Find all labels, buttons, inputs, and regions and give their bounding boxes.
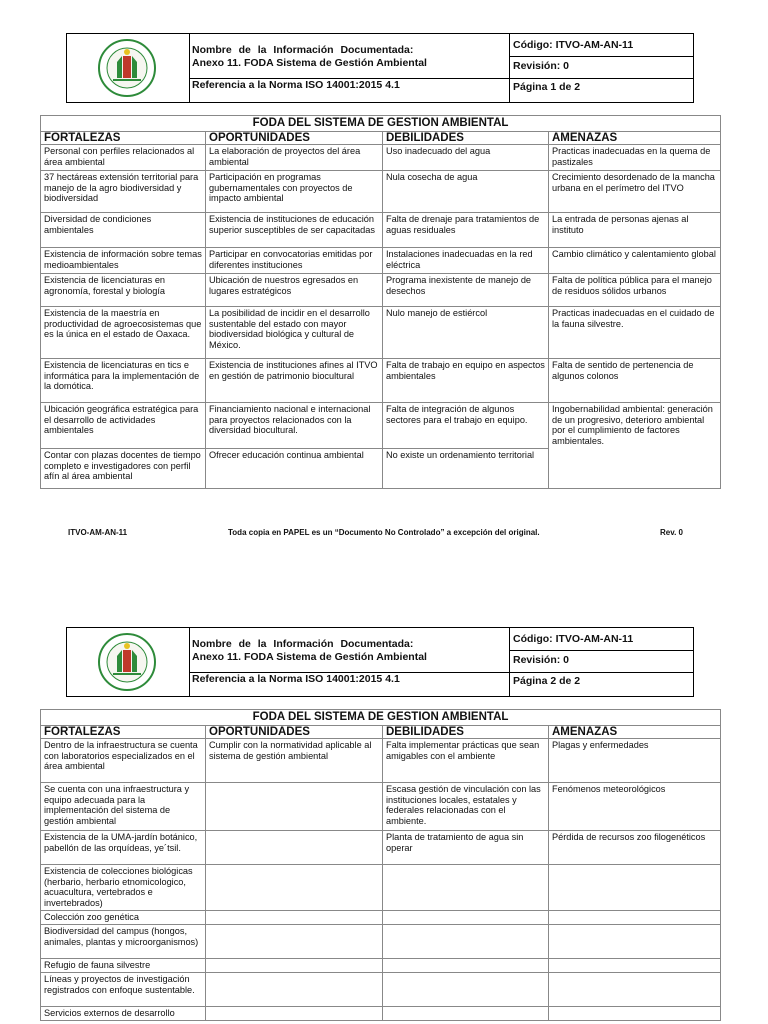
table-cell: Participación en programas gubernamentales con proyectos de impacto ambiental <box>206 171 383 213</box>
doc-revision: Revisión: 0 <box>513 60 570 72</box>
col-oportunidades: OPORTUNIDADES <box>206 725 383 739</box>
table-cell: Existencia de información sobre temas medioambientales <box>41 248 206 274</box>
doc-name-value: Anexo 11. FODA Sistema de Gestión Ambiental <box>192 57 427 69</box>
table-cell: Colección zoo genética <box>41 911 206 925</box>
table-row <box>41 911 721 925</box>
table-cell <box>549 973 721 1007</box>
col-amenazas: AMENAZAS <box>549 725 721 739</box>
col-debilidades: DEBILIDADES <box>383 131 549 145</box>
doc-name-value: Anexo 11. FODA Sistema de Gestión Ambiental <box>192 651 427 663</box>
table-cell: Personal con perfiles relacionados al área ambiental <box>41 145 206 171</box>
table-cell: Practicas inadecuadas en el cuidado de la fauna silvestre. <box>549 307 721 359</box>
footer-code: ITVO-AM-AN-11 <box>68 528 128 537</box>
table-cell: Cumplir con la normatividad aplicable al sistema de gestión ambiental <box>206 739 383 783</box>
table-row <box>41 248 721 274</box>
table-cell <box>206 783 383 831</box>
document-header <box>66 627 694 697</box>
institution-logo <box>67 34 190 102</box>
table-cell: Existencia de instituciones afines al ITVO en gestión de patrimonio biocultural <box>206 359 383 403</box>
table-cell: Existencia de instituciones de educación superior susceptibles de ser capacitadas <box>206 213 383 248</box>
table-cell: Participar en convocatorias emitidas por diferentes instituciones <box>206 248 383 274</box>
table-row <box>41 213 721 248</box>
table-cell: Contar con plazas docentes de tiempo completo e investigadores con perfil afín al área ambiental <box>41 449 206 489</box>
table-cell: Falta de política pública para el manejo de residuos sólidos urbanos <box>549 274 721 307</box>
table-cell: Nula cosecha de agua <box>383 171 549 213</box>
table-row <box>41 973 721 1007</box>
table-cell: Falta de integración de algunos sectores para el trabajo en equipo. <box>383 403 549 449</box>
doc-name-label: Nombre de la Información Documentada: <box>192 44 414 56</box>
table-cell <box>549 959 721 973</box>
table-row <box>41 171 721 213</box>
table-cell <box>206 973 383 1007</box>
col-debilidades: DEBILIDADES <box>383 725 549 739</box>
table-cell <box>549 1007 721 1021</box>
table-cell: Plagas y enfermedades <box>549 739 721 783</box>
table-cell <box>549 925 721 959</box>
table-title: FODA DEL SISTEMA DE GESTION AMBIENTAL <box>41 710 721 726</box>
table-row <box>41 783 721 831</box>
table-cell <box>383 925 549 959</box>
table-row <box>41 925 721 959</box>
table-cell: La elaboración de proyectos del área ambiental <box>206 145 383 171</box>
table-cell: Fenómenos meteorológicos <box>549 783 721 831</box>
table-cell: Financiamiento nacional e internacional para proyectos relacionados con la diversidad biocultural. <box>206 403 383 449</box>
table-cell: Cambio climático y calentamiento global <box>549 248 721 274</box>
table-cell: Practicas inadecuadas en la quema de pastizales <box>549 145 721 171</box>
page-number: Página 2 de 2 <box>513 675 581 687</box>
table-cell: Refugio de fauna silvestre <box>41 959 206 973</box>
table-cell: La posibilidad de incidir en el desarrollo sustentable del estado con mayor biodiversidad biológica y cultural de México. <box>206 307 383 359</box>
foda-table <box>40 709 721 1021</box>
table-row <box>41 274 721 307</box>
table-cell: Existencia de la maestría en productividad de agroecosistemas que es la única en el estado de Oaxaca. <box>41 307 206 359</box>
table-cell <box>549 911 721 925</box>
table-cell: Falta de trabajo en equipo en aspectos ambientales <box>383 359 549 403</box>
logo-seal-icon <box>67 628 189 696</box>
table-cell: Diversidad de condiciones ambientales <box>41 213 206 248</box>
table-cell <box>383 959 549 973</box>
logo-seal-icon <box>67 34 189 102</box>
doc-code: Código: ITVO-AM-AN-11 <box>513 39 634 51</box>
footer-rev: Rev. 0 <box>660 528 683 537</box>
col-amenazas: AMENAZAS <box>549 131 721 145</box>
table-row <box>41 307 721 359</box>
foda-table <box>40 115 721 489</box>
table-cell: Dentro de la infraestructura se cuenta con laboratorios especializados en el área ambiental <box>41 739 206 783</box>
table-cell: Nulo manejo de estiércol <box>383 307 549 359</box>
table-cell: Pérdida de recursos zoo filogenéticos <box>549 831 721 865</box>
table-row <box>41 1007 721 1021</box>
institution-logo <box>67 628 190 696</box>
norm-reference: Referencia a la Norma ISO 14001:2015 4.1 <box>192 79 400 91</box>
table-cell: Existencia de licenciaturas en tics e informática para la implementación de la domótica. <box>41 359 206 403</box>
table-row <box>41 831 721 865</box>
table-cell: 37 hectáreas extensión territorial para manejo de la agro biodiversidad y biodiversidad <box>41 171 206 213</box>
table-cell: Biodiversidad del campus (hongos, animales, plantas y microorganismos) <box>41 925 206 959</box>
table-row <box>41 359 721 403</box>
table-cell: Planta de tratamiento de agua sin operar <box>383 831 549 865</box>
table-cell: Instalaciones inadecuadas en la red eléctrica <box>383 248 549 274</box>
table-cell: Falta de sentido de pertenencia de algunos colonos <box>549 359 721 403</box>
doc-revision: Revisión: 0 <box>513 654 570 666</box>
table-cell: Existencia de la UMA-jardín botánico, pabellón de las orquídeas, ye´tsil. <box>41 831 206 865</box>
table-cell: Falta de drenaje para tratamientos de aguas residuales <box>383 213 549 248</box>
table-cell <box>206 925 383 959</box>
table-cell: Se cuenta con una infraestructura y equipo adecuada para la implementación del sistema de gestión ambiental <box>41 783 206 831</box>
doc-name-label: Nombre de la Información Documentada: <box>192 638 414 650</box>
col-fortalezas: FORTALEZAS <box>41 131 206 145</box>
table-cell: Servicios externos de desarrollo <box>41 1007 206 1021</box>
table-cell <box>206 911 383 925</box>
table-cell <box>383 911 549 925</box>
table-cell: Ubicación de nuestros egresados en lugares estratégicos <box>206 274 383 307</box>
table-cell: Líneas y proyectos de investigación registrados con enfoque sustentable. <box>41 973 206 1007</box>
table-cell: Programa inexistente de manejo de desechos <box>383 274 549 307</box>
col-oportunidades: OPORTUNIDADES <box>206 131 383 145</box>
page-number: Página 1 de 2 <box>513 81 581 93</box>
table-title: FODA DEL SISTEMA DE GESTION AMBIENTAL <box>41 116 721 132</box>
table-cell: Existencia de licenciaturas en agronomía, forestal y biología <box>41 274 206 307</box>
table-cell <box>383 973 549 1007</box>
table-cell: Uso inadecuado del agua <box>383 145 549 171</box>
table-cell <box>206 959 383 973</box>
table-row <box>41 403 721 449</box>
table-cell: Ingobernabilidad ambiental: generación de un progresivo, deterioro ambiental por el cumplimiento de factores ambientales. <box>549 403 721 489</box>
table-row <box>41 145 721 171</box>
table-cell <box>206 831 383 865</box>
table-cell: La entrada de personas ajenas al instituto <box>549 213 721 248</box>
table-row <box>41 865 721 911</box>
doc-code: Código: ITVO-AM-AN-11 <box>513 633 634 645</box>
table-cell: Ofrecer educación continua ambiental <box>206 449 383 489</box>
table-cell: Crecimiento desordenado de la mancha urbana en el perímetro del ITVO <box>549 171 721 213</box>
table-cell: Ubicación geográfica estratégica para el desarrollo de actividades ambientales <box>41 403 206 449</box>
table-cell <box>549 865 721 911</box>
table-row <box>41 959 721 973</box>
col-fortalezas: FORTALEZAS <box>41 725 206 739</box>
table-cell <box>383 865 549 911</box>
table-row <box>41 739 721 783</box>
table-cell <box>206 865 383 911</box>
norm-reference: Referencia a la Norma ISO 14001:2015 4.1 <box>192 673 400 685</box>
table-cell: Escasa gestión de vinculación con las instituciones locales, estatales y federales relacionadas con el ambiente. <box>383 783 549 831</box>
table-cell: No existe un ordenamiento territorial <box>383 449 549 489</box>
footer-notice: Toda copia en PAPEL es un “Documento No Controlado” a excepción del original. <box>228 528 540 537</box>
document-header <box>66 33 694 103</box>
table-cell <box>206 1007 383 1021</box>
table-cell: Falta implementar prácticas que sean amigables con el ambiente <box>383 739 549 783</box>
table-cell <box>383 1007 549 1021</box>
table-cell: Existencia de colecciones biológicas (herbario, herbario etnomicologico, acuacultura, vertebrados e invertebrados) <box>41 865 206 911</box>
